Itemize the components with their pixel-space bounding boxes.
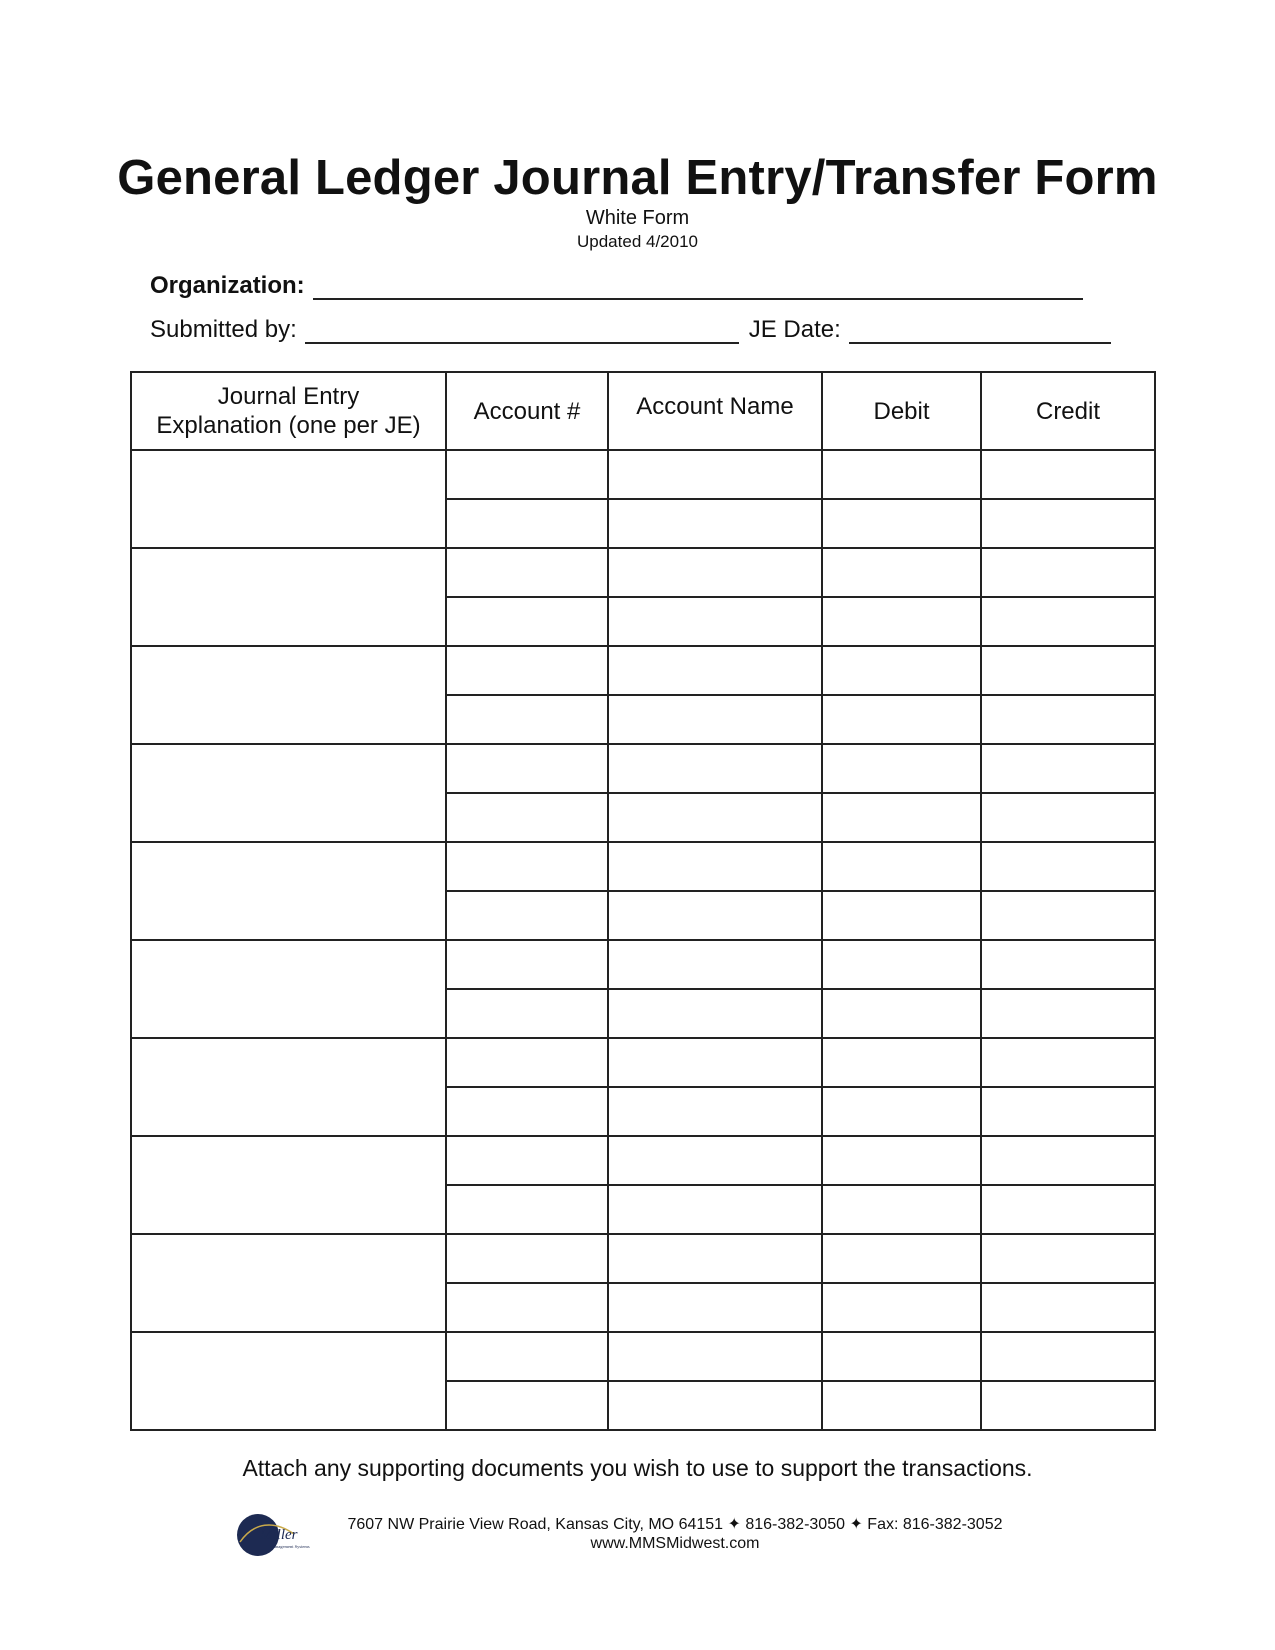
account-number-cell[interactable]	[446, 548, 608, 597]
debit-cell[interactable]	[822, 1283, 981, 1332]
credit-cell[interactable]	[981, 646, 1155, 695]
submitted-by-input-line[interactable]	[305, 318, 739, 344]
explanation-cell[interactable]	[131, 548, 446, 646]
footer-website[interactable]: www.MMSMidwest.com	[590, 1535, 760, 1552]
debit-cell[interactable]	[822, 499, 981, 548]
table-row	[131, 744, 1155, 793]
credit-cell[interactable]	[981, 1332, 1155, 1381]
debit-cell[interactable]	[822, 1038, 981, 1087]
table-row	[131, 1038, 1155, 1087]
journal-entry-body	[131, 450, 1155, 1430]
account-name-cell[interactable]	[608, 1234, 822, 1283]
debit-cell[interactable]	[822, 1381, 981, 1430]
debit-cell[interactable]	[822, 450, 981, 499]
account-name-cell[interactable]	[608, 744, 822, 793]
debit-cell[interactable]	[822, 597, 981, 646]
account-number-cell[interactable]	[446, 842, 608, 891]
debit-cell[interactable]	[822, 1136, 981, 1185]
credit-cell[interactable]	[981, 1087, 1155, 1136]
account-name-cell[interactable]	[608, 842, 822, 891]
account-name-cell[interactable]	[608, 1038, 822, 1087]
je-date-label: JE Date:	[748, 316, 841, 343]
credit-cell[interactable]	[981, 1283, 1155, 1332]
table-row	[131, 1234, 1155, 1283]
explanation-cell[interactable]	[131, 1038, 446, 1136]
account-number-cell[interactable]	[446, 989, 608, 1038]
credit-cell[interactable]	[981, 891, 1155, 940]
account-name-cell[interactable]	[608, 1381, 822, 1430]
account-number-cell[interactable]	[446, 1136, 608, 1185]
account-number-cell[interactable]	[446, 695, 608, 744]
footer-address-block	[330, 1515, 1020, 1553]
account-number-cell[interactable]	[446, 1234, 608, 1283]
debit-cell[interactable]	[822, 1234, 981, 1283]
credit-cell[interactable]	[981, 940, 1155, 989]
explanation-cell[interactable]	[131, 450, 446, 548]
credit-cell[interactable]	[981, 695, 1155, 744]
debit-cell[interactable]	[822, 695, 981, 744]
credit-cell[interactable]	[981, 1381, 1155, 1430]
account-name-cell[interactable]	[608, 548, 822, 597]
account-name-cell[interactable]	[608, 1136, 822, 1185]
table-row	[131, 450, 1155, 499]
credit-cell[interactable]	[981, 1038, 1155, 1087]
account-name-cell[interactable]	[608, 989, 822, 1038]
table-row	[131, 646, 1155, 695]
account-number-cell[interactable]	[446, 597, 608, 646]
debit-cell[interactable]	[822, 793, 981, 842]
explanation-cell[interactable]	[131, 1234, 446, 1332]
account-name-cell[interactable]	[608, 1283, 822, 1332]
updated-date: Updated 4/2010	[577, 232, 698, 251]
organization-field-row	[150, 272, 1083, 300]
account-number-cell[interactable]	[446, 744, 608, 793]
debit-cell[interactable]	[822, 940, 981, 989]
account-name-cell[interactable]	[608, 891, 822, 940]
miller-logo	[234, 1512, 330, 1558]
credit-cell[interactable]	[981, 989, 1155, 1038]
header-debit: Debit	[822, 372, 981, 450]
attach-note: Attach any supporting documents you wish to use to support the transactions.	[242, 1455, 1033, 1481]
account-number-cell[interactable]	[446, 940, 608, 989]
header-explanation-label: Journal Entry Explanation (one per JE)	[156, 383, 421, 439]
header-account-number: Account #	[446, 372, 608, 450]
account-number-cell[interactable]	[446, 450, 608, 499]
table-header-row	[131, 372, 1155, 450]
account-number-cell[interactable]	[446, 1381, 608, 1430]
submitted-by-label: Submitted by:	[150, 316, 297, 343]
account-name-cell[interactable]	[608, 1332, 822, 1381]
account-name-cell[interactable]	[608, 940, 822, 989]
explanation-cell[interactable]	[131, 1136, 446, 1234]
credit-cell[interactable]	[981, 1234, 1155, 1283]
credit-cell[interactable]	[981, 1136, 1155, 1185]
organization-label: Organization:	[150, 272, 305, 299]
debit-cell[interactable]	[822, 891, 981, 940]
account-name-cell[interactable]	[608, 646, 822, 695]
account-name-cell[interactable]	[608, 597, 822, 646]
table-row	[131, 842, 1155, 891]
account-number-cell[interactable]	[446, 891, 608, 940]
account-name-cell[interactable]	[608, 1185, 822, 1234]
account-name-cell[interactable]	[608, 695, 822, 744]
credit-cell[interactable]	[981, 548, 1155, 597]
table-row	[131, 940, 1155, 989]
debit-cell[interactable]	[822, 548, 981, 597]
account-number-cell[interactable]	[446, 499, 608, 548]
account-name-cell[interactable]	[608, 1087, 822, 1136]
table-row	[131, 548, 1155, 597]
credit-cell[interactable]	[981, 499, 1155, 548]
account-number-cell[interactable]	[446, 1185, 608, 1234]
table-row	[131, 1332, 1155, 1381]
debit-cell[interactable]	[822, 842, 981, 891]
account-number-cell[interactable]	[446, 1283, 608, 1332]
explanation-cell[interactable]	[131, 744, 446, 842]
debit-cell[interactable]	[822, 1087, 981, 1136]
credit-cell[interactable]	[981, 450, 1155, 499]
logo-subtext: Management Systems	[270, 1544, 310, 1549]
debit-cell[interactable]	[822, 1185, 981, 1234]
header-account-name-label: Account Name	[636, 392, 794, 420]
header-credit: Credit	[981, 372, 1155, 450]
table-row	[131, 1136, 1155, 1185]
debit-cell[interactable]	[822, 989, 981, 1038]
explanation-cell[interactable]	[131, 646, 446, 744]
credit-cell[interactable]	[981, 1185, 1155, 1234]
header-explanation	[131, 372, 446, 450]
logo-wordmark: Miller	[260, 1527, 298, 1543]
debit-cell[interactable]	[822, 744, 981, 793]
account-number-cell[interactable]	[446, 1087, 608, 1136]
account-name-cell[interactable]	[608, 499, 822, 548]
explanation-cell[interactable]	[131, 842, 446, 940]
header-account-name	[608, 372, 822, 450]
account-number-cell[interactable]	[446, 1038, 608, 1087]
debit-cell[interactable]	[822, 1332, 981, 1381]
explanation-cell[interactable]	[131, 1332, 446, 1430]
form-subtitle: White Form	[585, 207, 690, 229]
credit-cell[interactable]	[981, 793, 1155, 842]
credit-cell[interactable]	[981, 597, 1155, 646]
credit-cell[interactable]	[981, 744, 1155, 793]
account-number-cell[interactable]	[446, 793, 608, 842]
debit-cell[interactable]	[822, 646, 981, 695]
credit-cell[interactable]	[981, 842, 1155, 891]
account-name-cell[interactable]	[608, 793, 822, 842]
form-title: General Ledger Journal Entry/Transfer Form	[117, 151, 1158, 205]
journal-entry-table	[130, 371, 1156, 1431]
account-number-cell[interactable]	[446, 646, 608, 695]
footer-address: 7607 NW Prairie View Road, Kansas City, MO 64151 ✦ 816-382-3050 ✦ Fax: 816-382-3052	[347, 1516, 1003, 1533]
organization-input-line[interactable]	[313, 274, 1083, 300]
je-date-input-line[interactable]	[849, 318, 1111, 344]
account-name-cell[interactable]	[608, 450, 822, 499]
account-number-cell[interactable]	[446, 1332, 608, 1381]
explanation-cell[interactable]	[131, 940, 446, 1038]
submitted-field-row	[150, 316, 1111, 344]
